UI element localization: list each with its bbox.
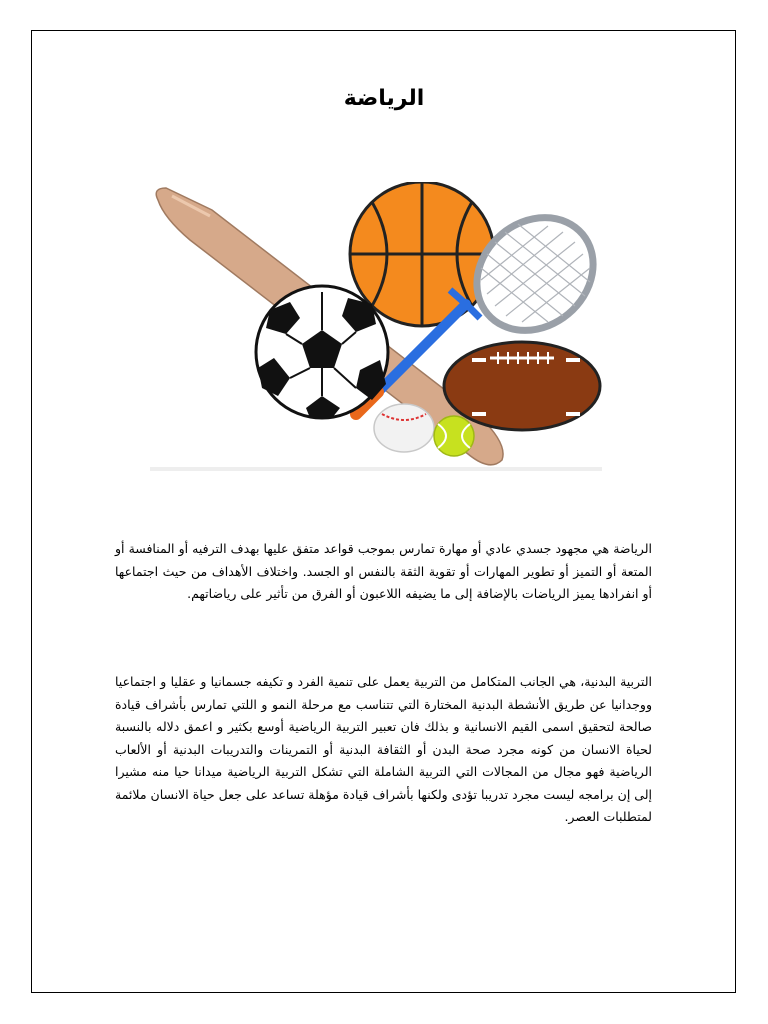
tennis-ball-icon [434,416,474,456]
page-border [31,30,736,993]
paragraph-sport-definition: الرياضة هي مجهود جسدي عادي أو مهارة تمارس بموجب قواعد متفق عليها بهدف الترفيه أو المنافسة أو المتعة أو التميز أو تطوير المهارات أو تقوية الثقة بالنفس او الجسد. واختلاف الأهداف من حيث اجتماعها أو انفرادها يميز الرياضات بالإضافة إلى ما يضيفه اللاعبون أو الفرق من تأثير على رياضاتهم. [115,541,652,601]
american-football-icon [444,342,600,430]
sports-equipment-illustration [150,182,602,474]
page-title: الرياضة [343,86,425,111]
soccer-ball-icon [256,286,388,418]
paragraph-physical-education: التربية البدنية، هي الجانب المتكامل من التربية يعمل على تنمية الفرد و تكيفه جسمانيا و عقليا و اجتماعيا ووجدانيا عن طريق الأنشطة البدنية المختارة التي تتناسب مع مرحلة النمو و اللتي تمارس بأشراف قيادة صالحة لتحقيق اسمى القيم الانسانية و بذلك فان تعبير التربية الرياضية أوسع بكثير و اعمق دلاله بالنسبة لحياة الانسان من كونه مجرد صحة البدن أو الثقافة البدنية أو التمرينات والتدريبات البدنية أو الألعاب الرياضية فهو مجال من المجالات التي التربية الشاملة التي تشكل التربية الرياضية ميدانا حيا منه مشيرا إلى إن برامجه ليست مجرد تدريبا تؤدى ولكنها بأشراف قيادة مؤهلة تساعد على جعل حياة الانسان ملائمة لمتطلبات العصر. [115,674,652,824]
baseball-icon [374,404,434,452]
